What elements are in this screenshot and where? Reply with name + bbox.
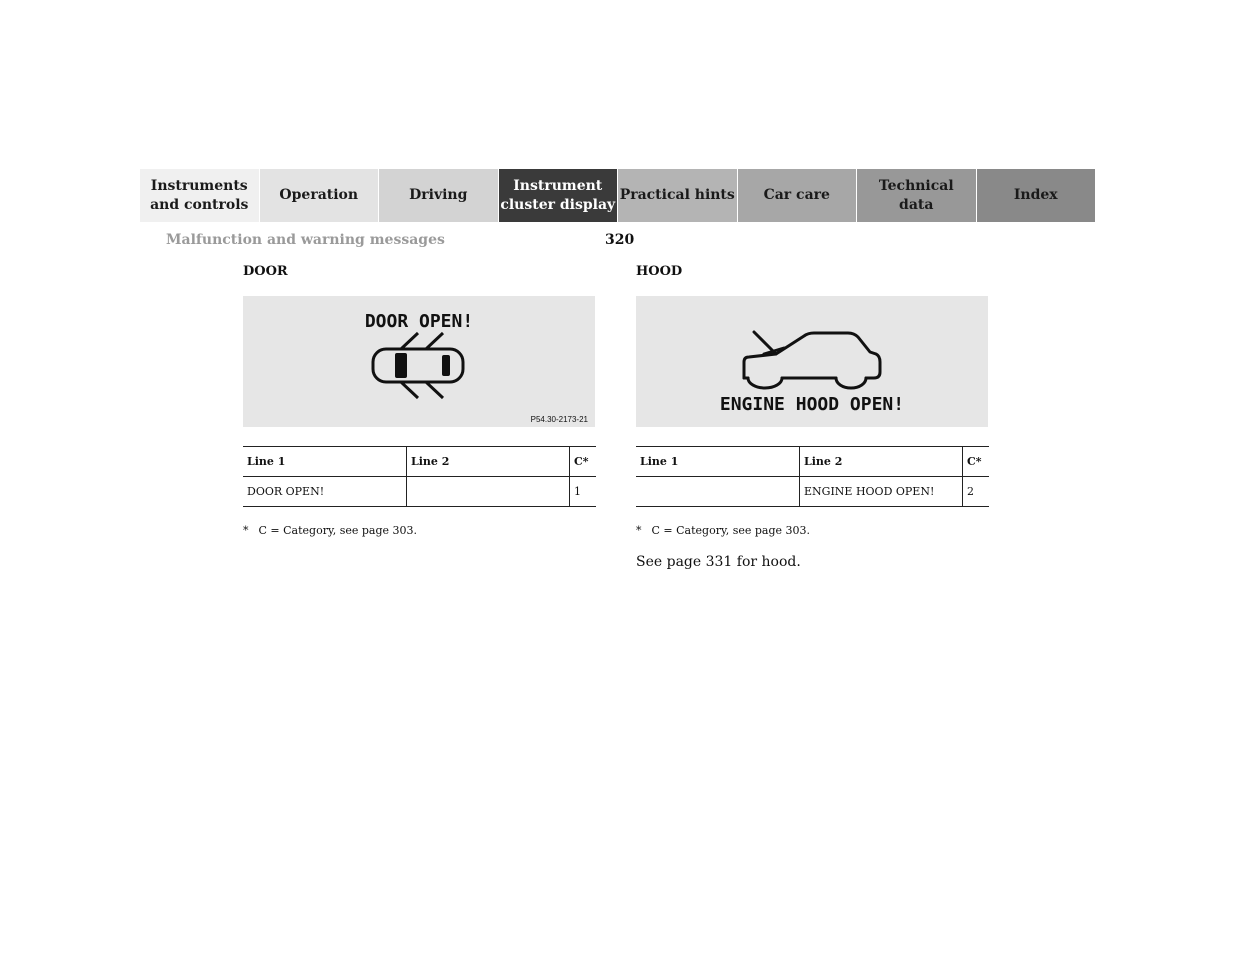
hood-display-illustration — [636, 296, 988, 427]
door-display-illustration — [243, 296, 595, 427]
column-header-line1: Line 1 — [636, 447, 800, 477]
hood-section — [636, 263, 989, 570]
cell-category: 1 — [570, 477, 597, 507]
hood-message-table — [636, 446, 989, 507]
hood-display-text: ENGINE HOOD OPEN! — [719, 394, 905, 415]
cell-category: 2 — [963, 477, 990, 507]
table-header-row — [243, 447, 596, 477]
hood-heading: HOOD — [636, 264, 683, 279]
section-title: Malfunction and warning messages — [166, 232, 445, 248]
tab-car-care[interactable]: Car care — [738, 169, 858, 222]
tab-operation[interactable]: Operation — [260, 169, 380, 222]
column-header-line2: Line 2 — [407, 447, 570, 477]
door-open-icon — [243, 296, 595, 427]
chapter-tab-bar — [140, 169, 1095, 222]
footnote-text: C = Category, see page 303. — [258, 524, 418, 537]
column-header-line1: Line 1 — [243, 447, 407, 477]
door-section — [243, 263, 596, 537]
door-display-text: DOOR OPEN! — [364, 311, 474, 332]
column-header-category: C* — [963, 447, 990, 477]
tab-instrument-cluster-display[interactable]: Instrument cluster display — [499, 169, 619, 222]
hood-footnote — [636, 524, 989, 537]
door-footnote — [243, 524, 596, 537]
tab-technical-data[interactable]: Technical data — [857, 169, 977, 222]
column-header-line2: Line 2 — [800, 447, 963, 477]
hood-cross-reference: See page 331 for hood. — [636, 554, 801, 570]
cell-line2: ENGINE HOOD OPEN! — [800, 477, 963, 507]
page-number: 320 — [605, 232, 635, 248]
tab-practical-hints[interactable]: Practical hints — [618, 169, 738, 222]
tab-index[interactable]: Index — [977, 169, 1096, 222]
hood-open-icon — [636, 296, 988, 427]
door-message-table — [243, 446, 596, 507]
footnote-marker: * — [636, 524, 642, 537]
footnote-text: C = Category, see page 303. — [651, 524, 811, 537]
table-row — [636, 477, 989, 507]
cell-line2 — [407, 477, 570, 507]
door-heading: DOOR — [243, 264, 288, 279]
footnote-marker: * — [243, 524, 249, 537]
tab-instruments-and-controls[interactable]: Instruments and controls — [140, 169, 260, 222]
cell-line1: DOOR OPEN! — [243, 477, 407, 507]
figure-reference: P54.30-2173-21 — [530, 415, 588, 424]
cell-line1 — [636, 477, 800, 507]
column-header-category: C* — [570, 447, 597, 477]
table-row — [243, 477, 596, 507]
tab-driving[interactable]: Driving — [379, 169, 499, 222]
table-header-row — [636, 447, 989, 477]
